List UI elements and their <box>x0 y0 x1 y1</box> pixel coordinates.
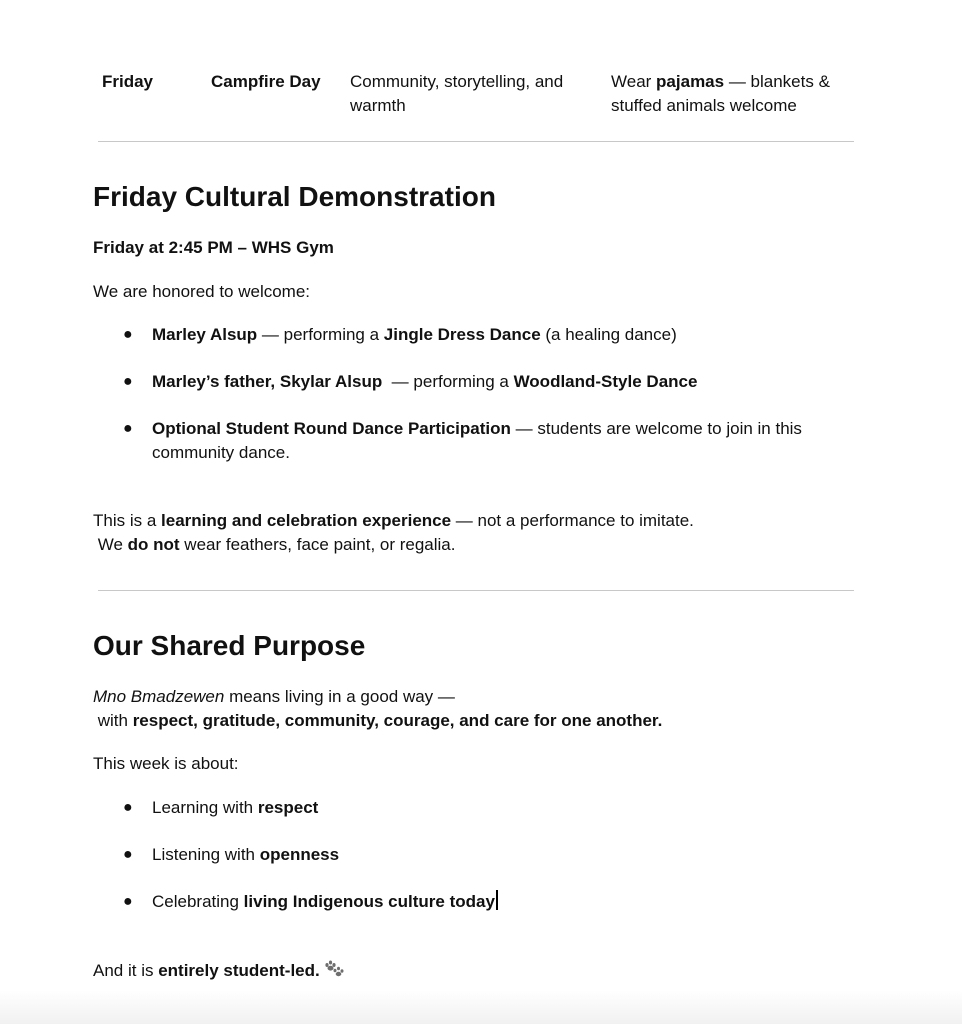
bullet: ● <box>123 893 133 910</box>
purpose-definition: Mno Bmadzewen means living in a good way — with respect, gratitude, community, courage, and care for one another. <box>93 687 663 730</box>
divider <box>98 590 854 591</box>
dress-prefix: Wear <box>611 72 657 91</box>
bullet: ● <box>123 799 133 816</box>
demo-note: This is a learning and celebration experience — not a performance to imitate. We do not wear feathers, face paint, or regalia. <box>93 511 694 554</box>
demo-when: Friday at 2:45 PM – WHS Gym <box>93 238 334 257</box>
closing-line: And it is entirely student-led. <box>93 959 863 985</box>
day-cell: Friday <box>102 72 154 91</box>
list-item: ● Marley Alsup — performing a Jingle Dress Dance (a healing dance) <box>152 323 852 347</box>
demo-heading: Friday Cultural Demonstration <box>93 181 496 212</box>
bullet: ● <box>123 846 133 863</box>
list-item: ● Marley’s father, Skylar Alsup — performing a Woodland-Style Dance <box>152 370 852 394</box>
list-item: ● Learning with respect <box>152 796 852 820</box>
theme-cell: Campfire Day <box>211 72 321 91</box>
list-item: ● Celebrating living Indigenous culture today <box>152 890 852 914</box>
list-item: ● Listening with openness <box>152 843 852 867</box>
divider <box>98 141 854 142</box>
dress-bold: pajamas <box>656 72 725 91</box>
focus-cell: Community, storytelling, and warmth <box>350 72 564 115</box>
week-intro: This week is about: <box>93 754 239 773</box>
bottom-shade <box>0 990 962 1024</box>
paw-prints-icon <box>324 960 344 985</box>
bullet: ● <box>123 420 133 437</box>
bullet: ● <box>123 326 133 343</box>
bullet: ● <box>123 373 133 390</box>
demo-intro: We are honored to welcome: <box>93 282 311 301</box>
dress-suffix: — blankets & stuffed animals welcome <box>611 72 830 115</box>
text-cursor <box>496 890 498 910</box>
list-item: ● Optional Student Round Dance Participation — students are welcome to join in this community dance. <box>123 419 802 462</box>
dress-cell <box>611 70 861 118</box>
purpose-heading: Our Shared Purpose <box>93 630 366 661</box>
